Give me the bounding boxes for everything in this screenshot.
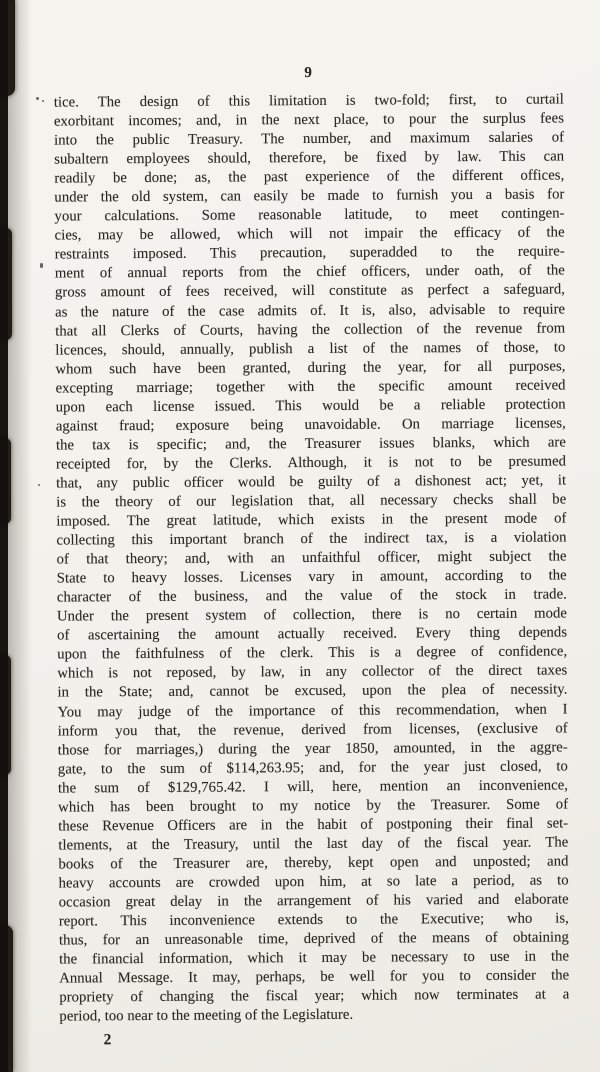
scan-edge-blob (0, 228, 12, 340)
scan-edge-blob (0, 0, 15, 96)
scan-left-edge (0, 0, 8, 1072)
text-line: collecting this important branch of the indirect tax, is a violation (56, 529, 567, 549)
text-line: propriety of changing the fiscal year; which now terminates at a (59, 986, 570, 1006)
text-line: receipted for, by the Clerks. Although, it is not to be presumed (55, 453, 567, 473)
text-line: report. This inconvenience extends to the Executive; who is, (58, 910, 569, 930)
text-line: occasion great delay in the arrangement of his varied and elaborate (58, 891, 569, 911)
text-line: licences, should, annually, publish a list of the names of those, to (55, 339, 566, 359)
text-line: the sum of $129,765.42. I will, here, mention an inconvenience, (57, 777, 569, 797)
ink-speck (38, 484, 40, 486)
scan-edge-blob (0, 655, 11, 775)
text-line: into the public Treasury. The number, and maximum salaries of (54, 129, 565, 149)
text-line: that all Clerks of Courts, having the collection of the revenue from (55, 320, 566, 340)
scan-edge-shadow (8, 0, 32, 1072)
text-line: those for marriages,) during the year 1850, amounted, in the aggre- (57, 739, 568, 759)
text-line: these Revenue Officers are in the habit of postponing their final set- (58, 815, 569, 835)
ink-speck (42, 100, 44, 102)
text-line: State to heavy losses. Licenses vary in amount, according to the (56, 567, 567, 587)
text-line: Under the present system of collection, there is no certain mode (56, 605, 568, 625)
text-line: which is not reposed, by law, in any collector of the direct taxes (57, 662, 568, 682)
signature-mark: 2 (103, 1031, 112, 1049)
text-line: that, any public officer would be guilty of a dishonest act; yet, it (56, 472, 567, 492)
text-line: heavy accounts are crowded upon him, at so late a period, as to (58, 872, 569, 892)
text-line: under the old system, can easily be made to furnish you a basis for (54, 186, 565, 206)
text-line: cies, may be allowed, which will not impair the efficacy of the (54, 224, 565, 244)
text-line: inform you that, the revenue, derived from licenses, (exclusive of (57, 719, 568, 740)
ink-speck (36, 97, 39, 100)
text-line: of ascertaining the amount actually received. Every thing depends (57, 624, 568, 644)
text-line: is the theory of our legislation that, all necessary checks shall be (56, 491, 567, 511)
text-line: the financial information, which it may be necessary to use in the (59, 948, 570, 968)
text-line: character of the business, and the value of the stock in trade. (56, 586, 567, 606)
text-line: Annual Message. It may, perhaps, be well for you to consider the (59, 967, 570, 987)
text-line: gate, to the sum of $114,263.95; and, for the year just closed, to (57, 758, 568, 778)
scan-edge-blob (0, 438, 11, 524)
text-line: upon the faithfulness of the clerk. This is a degree of confidence, (57, 643, 568, 663)
text-line: excepting marriage; together with the specific amount received (55, 377, 566, 397)
text-line: your calculations. Some reasonable latitude, to meet contingen- (54, 205, 565, 225)
text-line: exorbitant incomes; and, in the next place, to pour the surplus fees (53, 110, 564, 130)
text-line: period, too near to the meeting of the Legislature. (59, 1007, 354, 1025)
scan-edge-blob (0, 925, 13, 1072)
text-line: upon each license issued. This would be a reliable protection (55, 396, 566, 416)
text-line: in the State; and, cannot be excused, upon the plea of necessity. (57, 681, 568, 702)
text-line: subaltern employees should, therefore, be fixed by law. This can (54, 148, 565, 168)
ink-speck (40, 263, 43, 268)
text-line: You may judge of the importance of this recommendation, when I (57, 700, 568, 721)
text-line: whom such have been granted, during the year, for all purposes, (55, 358, 566, 378)
text-line: readily be done; as, the past experience of the different offices, (54, 167, 565, 187)
text-line: restraints imposed. This precaution, superadded to the require- (54, 243, 565, 263)
text-line: books of the Treasurer are, thereby, kept open and unposted; and (58, 853, 569, 873)
body-text (54, 90, 570, 1026)
text-line: against fraud; exposure being unavoidable. On marriage licenses, (55, 415, 566, 435)
text-line: thus, for an unreasonable time, deprived of the means of obtaining (58, 929, 569, 949)
text-line: tlements, at the Treasury, until the last day of the fiscal year. The (58, 834, 569, 854)
text-line: of that theory; and, with an unfaithful officer, might subject the (56, 548, 567, 568)
text-line: gross amount of fees received, will constitute as perfect a safeguard, (54, 281, 566, 302)
text-line: ment of annual reports from the chief officers, under oath, of the (54, 262, 565, 282)
text-line: the tax is specific; and, the Treasurer issues blanks, which are (55, 434, 566, 454)
text-line: as the nature of the case admits of. It is, also, advisable to require (55, 300, 566, 321)
page-number: 9 (304, 64, 313, 82)
text-line: which has been brought to my notice by the Treasurer. Some of (58, 796, 569, 816)
text-line: tice. The design of this limitation is two-fold; first, to curtail (53, 91, 564, 111)
text-line: imposed. The great latitude, which exists in the present mode of (56, 510, 567, 530)
page-content (54, 62, 570, 1049)
